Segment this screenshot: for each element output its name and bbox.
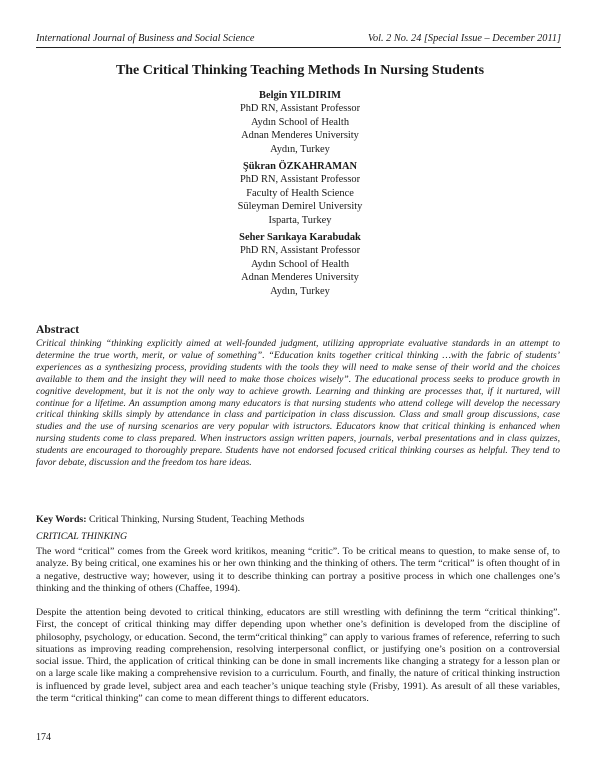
keywords-label: Key Words: (36, 514, 87, 525)
author-block (0, 231, 600, 298)
author-name: Belgin YILDIRIM (259, 90, 341, 101)
keywords-text: Critical Thinking, Nursing Student, Teaching Methods (86, 514, 305, 525)
author-affiliation-line: Adnan Menderes University (241, 272, 359, 284)
issue-info: Vol. 2 No. 24 [Special Issue – December 2011] (367, 33, 561, 44)
author-affiliation-line: Isparta, Turkey (268, 214, 332, 226)
author-affiliation-line: Aydın School of Health (250, 258, 350, 270)
author-block (0, 89, 600, 156)
author-name: Seher Sarıkaya Karabudak (239, 232, 361, 243)
author-name: Şükran ÖZKAHRAMAN (242, 161, 358, 172)
author-affiliation-line: Aydın School of Health (250, 116, 350, 128)
author-affiliation-line: Aydın, Turkey (270, 285, 330, 297)
author-affiliation-line: PhD RN, Assistant Professor (239, 245, 361, 257)
journal-name: International Journal of Business and Social Science (36, 33, 255, 44)
paper-title: The Critical Thinking Teaching Methods In Nursing Students (115, 63, 485, 78)
author-affiliation-line: Aydın, Turkey (270, 143, 330, 155)
running-header (36, 33, 561, 48)
body-paragraph: The word “critical” comes from the Greek word kritikos, meaning “critic”. To be critical means to question, to make sense of, to analyze. By being critical, one examines his or her own thinking and the thinking of others. The term “critical” is often thought of in a negative, destructive way; however, using it to describe thinking can portray a positive process in which one challenges one’s thinking and the thinking of others (Chaffee, 1994). (36, 546, 560, 594)
keywords (36, 514, 560, 526)
abstract-heading: Abstract (36, 323, 80, 336)
author-affiliation-line: PhD RN, Assistant Professor (239, 103, 361, 115)
author-affiliation-line: Süleyman Demirel University (237, 201, 363, 213)
author-affiliation-line: Adnan Menderes University (241, 130, 359, 142)
section-heading: CRITICAL THINKING (36, 531, 128, 542)
page-number: 174 (36, 732, 51, 743)
author-block (0, 160, 600, 227)
author-affiliation-line: PhD RN, Assistant Professor (239, 174, 361, 186)
abstract-text: Critical thinking “thinking explicitly aimed at well-founded judgment, utilizing appropriate evaluative standards in an attempt to determine the true worth, merit, or value of something”. “Education knits together critical thinking …with the fabric of students’ experiences as a synthesizing process, providing students with the tools they will need to make sense of their world and the choices available to them and the insight they will need to make those choices wisely”. The educational process seeks to produce growth in cognitive development, but it is not the only way to achieve growth. Learning and thinking are processes that, if it nurtured, will continue for a lifetime. An assumption among many educators is that nursing students who attend college will develop the necessary critical thinking skills simply by attendance in class and participation in class discussion. Class and small group discussions, case studies and the use of nursing scenarios are very popular with istructors. Educators know that critical thinking is enhanced when nursing students come to class prepared. When instructors assign written papers, journals, verbal presentations and in class quizzes, students are encouraged to thoroughly prepare. Students have not endorsed focused critical thinking courses as helpful. They tend to favor debate, discussion and the freedom tos hare ideas. (36, 338, 560, 469)
author-affiliation-line: Faculty of Health Science (246, 187, 354, 199)
body-paragraph: Despite the attention being devoted to critical thinking, educators are still wrestling with defininng the term “critical thinking”. First, the concept of critical thinking may differ depending upon whether one’s definition is developed from the discipline of philosophy, psychology, or education. Second, the term“critical thinking” can apply to various frames of reference, referring to such situations as improving reading comprehension, resolving interpersonal conflict, or justifying one’s position on a controversial social issue. Third, the application of critical thinking can be done in small increments like changing a strategy for a lesson plan or on a large scale like making a comprehensive revision to a curriculum. Fourth, and finally, the nature of critical thinking instruction is influenced by grade level, subject area and each teacher’s unique teaching style (Frisby, 1991). As aresult of all these variables, the term “critical thinking” can come to mean different things to different educators. (36, 607, 560, 705)
